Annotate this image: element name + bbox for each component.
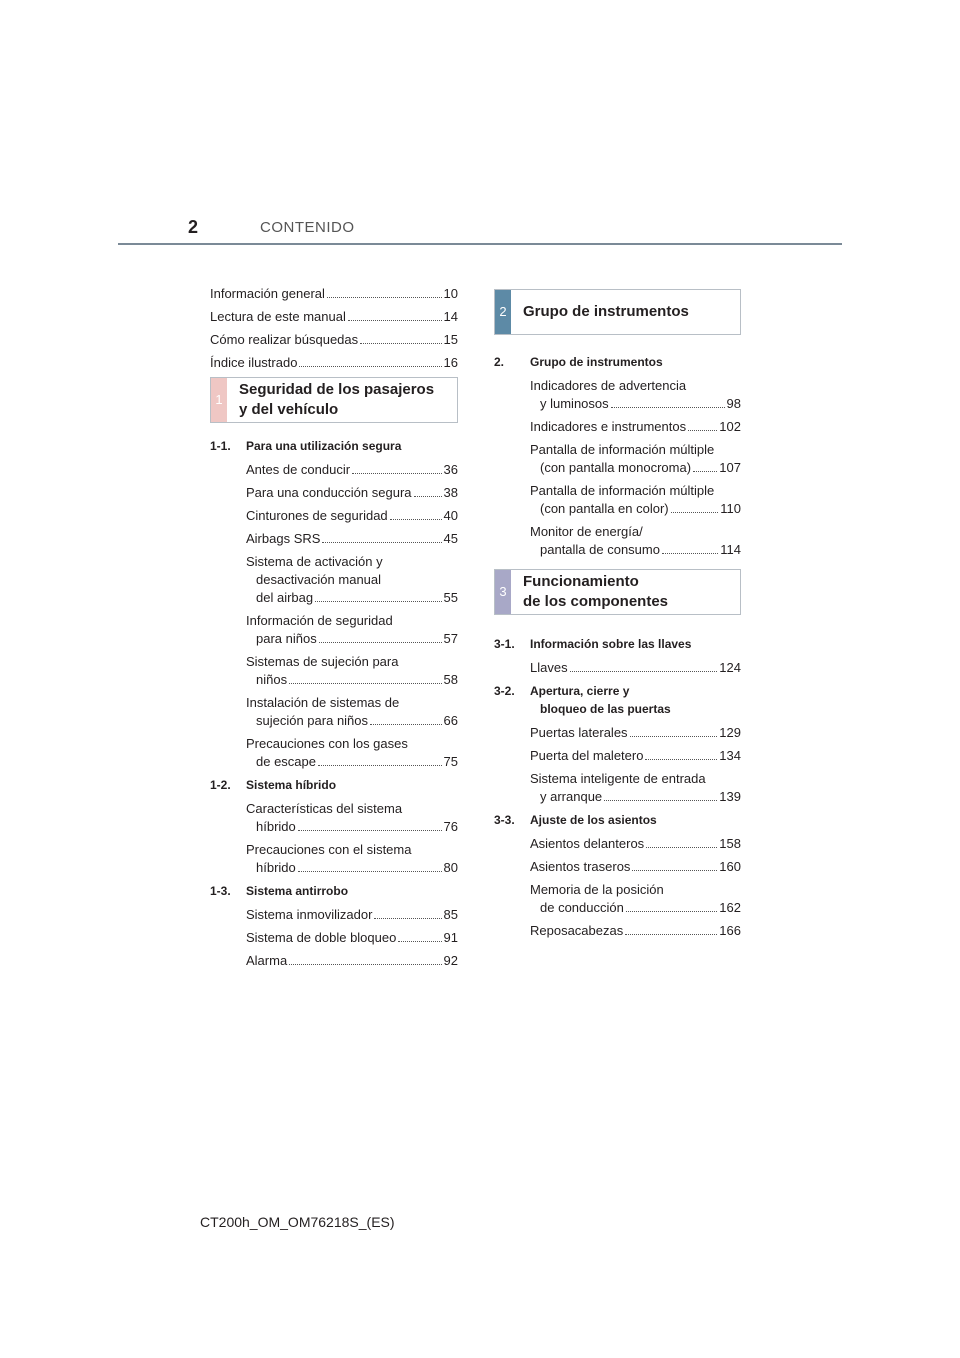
section-heading-1[interactable]	[210, 377, 458, 423]
section-title: Grupo de instrumentos	[523, 303, 689, 320]
toc-entry[interactable]: Sistema de doble bloqueo 91	[246, 930, 458, 945]
header-rule	[118, 243, 842, 245]
page-number: 2	[188, 217, 199, 237]
page-header	[118, 215, 842, 247]
toc-entry[interactable]: Sistema inmovilizador 85	[246, 907, 458, 922]
toc-entry[interactable]: Airbags SRS 45	[246, 531, 458, 546]
toc-entry[interactable]: Información general 10	[210, 286, 458, 301]
subsection-heading: 2. Grupo de instrumentos	[494, 355, 663, 369]
toc-left-column	[210, 285, 458, 975]
toc-entry[interactable]: Llaves 124	[530, 660, 741, 675]
subsection-heading: 3-3. Ajuste de los asientos	[494, 813, 657, 827]
toc-entry[interactable]: Sistema inteligente de entrada y arranque 139	[530, 771, 741, 804]
toc-entry[interactable]: Pantalla de información múltiple (con pantalla en color) 110	[530, 483, 741, 516]
toc-entry[interactable]: Cinturones de seguridad 40	[246, 508, 458, 523]
toc-entry[interactable]: Reposacabezas 166	[530, 923, 741, 938]
toc-entry[interactable]: Memoria de la posición de conducción 162	[530, 882, 741, 915]
toc-entry[interactable]: Precauciones con el sistema híbrido 80	[246, 842, 458, 875]
subsection-heading: 1-1. Para una utilización segura	[210, 439, 402, 453]
section-title: Seguridad de los pasajeros y del vehículo	[239, 381, 435, 418]
section-heading-2[interactable]	[494, 289, 741, 335]
toc-entry[interactable]: Asientos delanteros 158	[530, 836, 741, 851]
toc-entry[interactable]: Cómo realizar búsquedas 15	[210, 332, 458, 347]
section-tab-1: 1	[211, 378, 227, 422]
toc-entry[interactable]: Alarma 92	[246, 953, 458, 968]
toc-entry[interactable]: Asientos traseros 160	[530, 859, 741, 874]
toc-right-column	[494, 285, 741, 945]
toc-entry[interactable]: Instalación de sistemas de sujeción para niños 66	[246, 695, 458, 728]
toc-entry[interactable]: Pantalla de información múltiple (con pantalla monocroma) 107	[530, 442, 741, 475]
toc-entry[interactable]: Indicadores de advertencia y luminosos 98	[530, 378, 741, 411]
subsection-heading: 3-1. Información sobre las llaves	[494, 637, 692, 651]
header-title: CONTENIDO	[260, 219, 355, 236]
toc-entry[interactable]: Precauciones con los gases de escape 75	[246, 736, 458, 769]
section-tab-3: 3	[495, 570, 511, 614]
toc-entry[interactable]: Lectura de este manual 14	[210, 309, 458, 324]
section-tab-2: 2	[495, 290, 511, 334]
toc-entry[interactable]: Sistema de activación y desactivación manual del airbag 55	[246, 554, 458, 605]
section-title: Funcionamiento de los componentes	[523, 573, 669, 610]
toc-entry[interactable]: Antes de conducir 36	[246, 462, 458, 477]
subsection-heading: 3-2. Apertura, cierre y bloqueo de las puertas	[494, 684, 671, 716]
toc-entry[interactable]: Características del sistema híbrido 76	[246, 801, 458, 834]
document-code: CT200h_OM_OM76218S_(ES)	[200, 1214, 395, 1230]
toc-entry[interactable]: Puertas laterales 129	[530, 725, 741, 740]
toc-entry[interactable]: Información de seguridad para niños 57	[246, 613, 458, 646]
toc-entry[interactable]: Sistemas de sujeción para niños 58	[246, 654, 458, 687]
toc-entry[interactable]: Puerta del maletero 134	[530, 748, 741, 763]
toc-entry[interactable]: Indicadores e instrumentos 102	[530, 419, 741, 434]
toc-entry[interactable]: Índice ilustrado 16	[210, 355, 458, 370]
section-heading-3[interactable]	[494, 569, 741, 615]
toc-entry[interactable]: Monitor de energía/ pantalla de consumo 114	[530, 524, 741, 557]
subsection-heading: 1-3. Sistema antirrobo	[210, 884, 349, 898]
toc-entry[interactable]: Para una conducción segura 38	[246, 485, 458, 500]
subsection-heading: 1-2. Sistema híbrido	[210, 778, 337, 792]
